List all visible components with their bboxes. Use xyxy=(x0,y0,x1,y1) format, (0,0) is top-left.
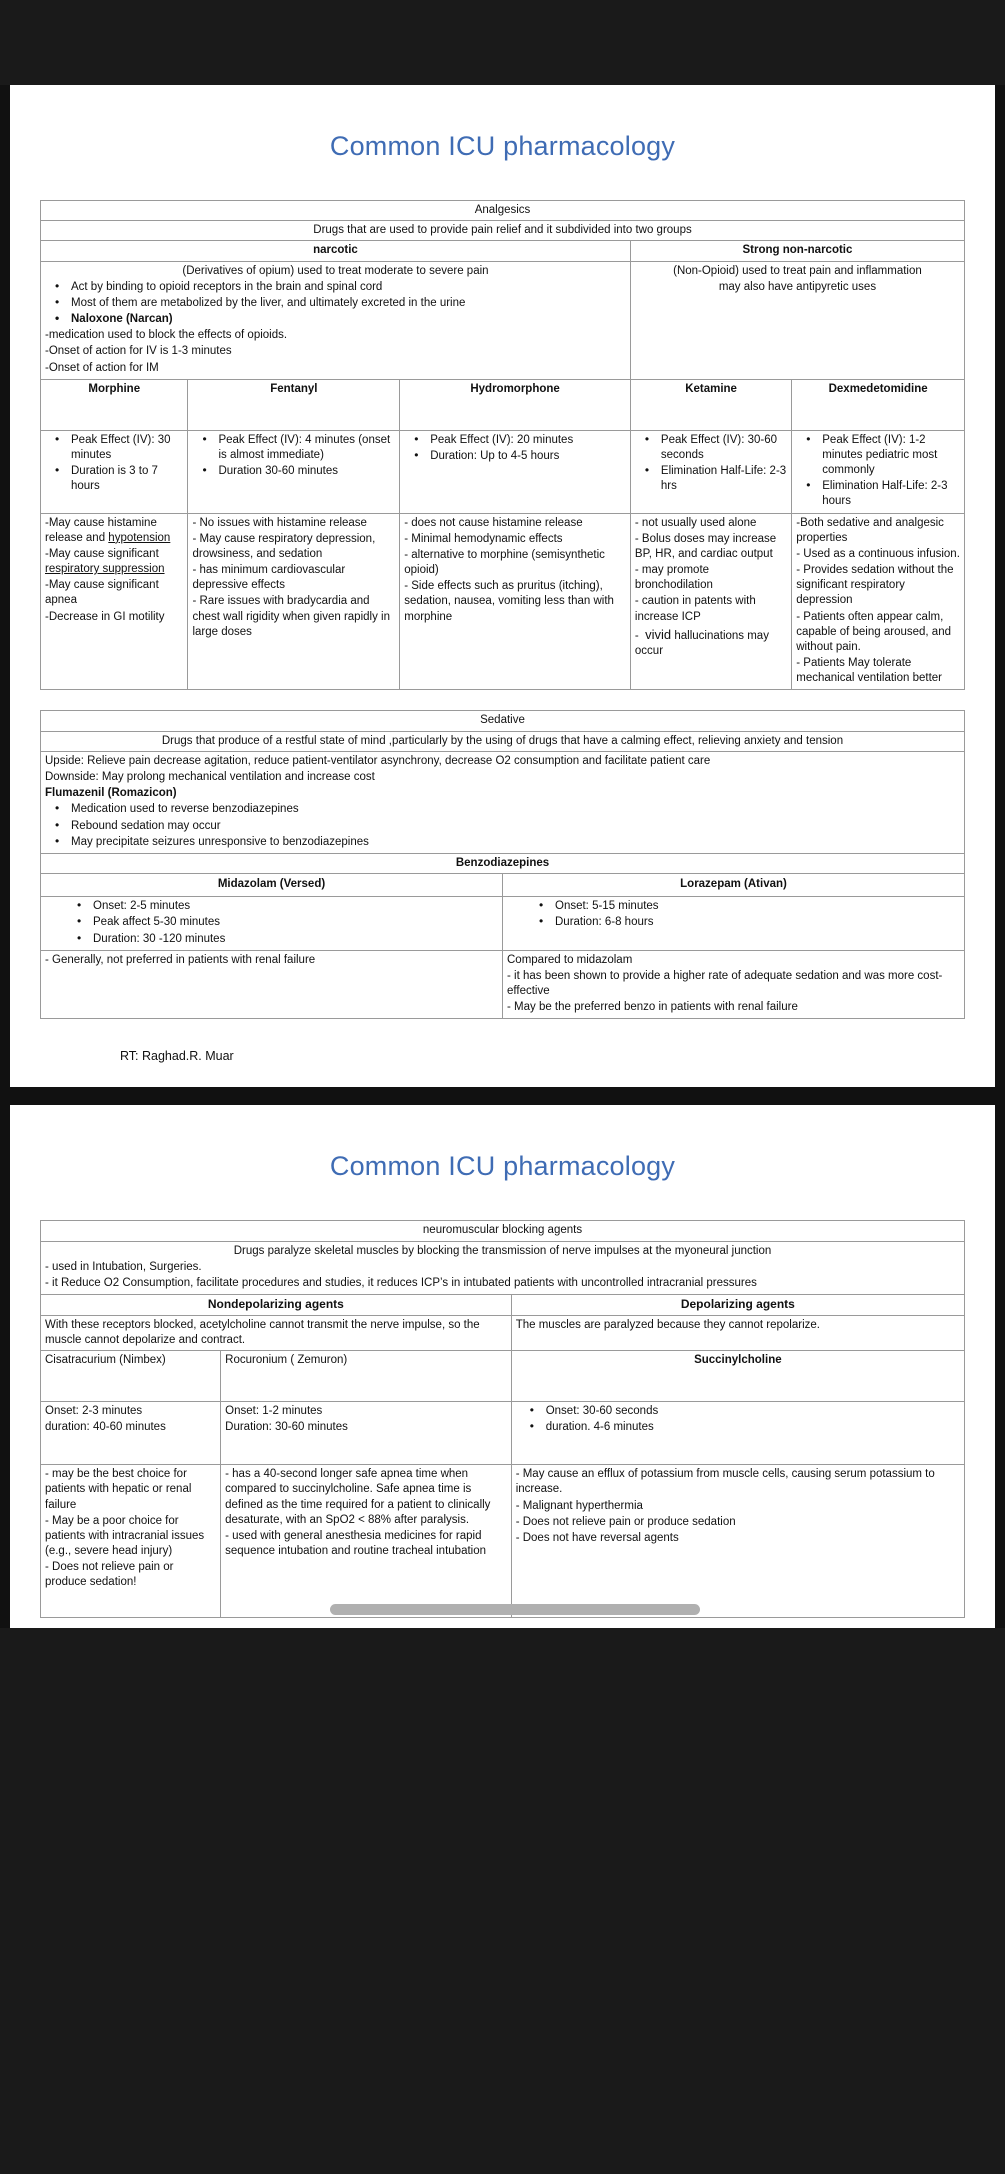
table-row xyxy=(41,379,965,430)
table-row xyxy=(41,1315,965,1350)
note-line: -Decrease in GI motility xyxy=(45,610,165,623)
pk-cell-rocuronium xyxy=(221,1402,512,1465)
analgesics-subtitle: Drugs that are used to provide pain relief and it subdivided into two groups xyxy=(41,221,965,241)
note-line: - May be a poor choice for patients with intracranial issues (e.g., severe head injury) xyxy=(45,1514,205,1558)
group-header-narcotic: narcotic xyxy=(41,241,631,261)
note-line: - Malignant hyperthermia xyxy=(515,1499,643,1512)
list-item: • Peak Effect (IV): 20 minutes xyxy=(428,433,626,448)
emphasis-respiratory-suppression: respiratory suppression xyxy=(45,563,165,576)
note-line: - has a 40-second longer safe apnea time when compared to succinylcholine. Safe apnea time is defined as the time required for a patient to clinically desaturate, with an SpO2 < 88% after paralysis. xyxy=(225,1468,491,1526)
pk-cell-dexmedetomidine xyxy=(792,430,965,513)
notes-cell-ketamine xyxy=(630,513,791,690)
list-item: • Elimination Half-Life: 2-3 hours xyxy=(820,479,960,509)
notes-cell-dexmedetomidine xyxy=(792,513,965,690)
nmba-subtitle-cell xyxy=(41,1241,965,1295)
pk-cell-cisatracurium xyxy=(41,1402,221,1465)
note-line: - Minimal hemodynamic effects xyxy=(404,532,563,545)
list-item: • Most of them are metabolized by the liver, and ultimately excreted in the urine xyxy=(69,296,626,311)
list-item: • Duration: Up to 4-5 hours xyxy=(428,449,626,464)
list-item: • Act by binding to opioid receptors in the brain and spinal cord xyxy=(69,280,626,295)
notes-cell-morphine xyxy=(41,513,188,690)
notes-cell-fentanyl xyxy=(188,513,400,690)
analgesics-table xyxy=(40,200,965,690)
group-header-depolarizing: Depolarizing agents xyxy=(511,1295,964,1316)
table-row xyxy=(41,751,965,853)
table-row xyxy=(41,1402,965,1465)
note-line: -May cause significant respiratory suppression xyxy=(45,547,165,576)
list-item: • May precipitate seizures unresponsive to benzodiazepines xyxy=(69,835,960,850)
pk-list xyxy=(192,433,395,480)
nmba-subtitle-line: - used in Intubation, Surgeries. xyxy=(45,1260,202,1273)
body-line-upside: Upside: Relieve pain decrease agitation, reduce patient-ventilator asynchrony, decrease O2 consumption and facilitate patient care xyxy=(45,754,711,767)
sedative-section-title: Sedative xyxy=(41,711,965,731)
notes-cell-lorazepam xyxy=(503,950,965,1019)
table-row xyxy=(41,261,965,379)
table-row xyxy=(41,1295,965,1316)
table-row xyxy=(41,1241,965,1295)
pk-list xyxy=(796,433,960,510)
sedative-table xyxy=(40,710,965,1019)
nmba-subtitle-line: - it Reduce O2 Consumption, facilitate procedures and studies, it reduces ICP’s in intubated patients with uncontrolled intracranial pressures xyxy=(45,1276,757,1289)
slide-title: Common ICU pharmacology xyxy=(329,131,676,161)
table-row xyxy=(41,874,965,897)
pk-line: Onset: 2-3 minutes xyxy=(45,1405,143,1418)
narcotic-bullet-list xyxy=(45,280,626,328)
pk-cell-fentanyl xyxy=(188,430,400,513)
drug-header-morphine: Morphine xyxy=(41,379,188,430)
nonnarcotic-line: may also have antipyretic uses xyxy=(718,280,877,293)
list-item: • Rebound sedation may occur xyxy=(69,819,960,834)
note-line: - Used as a continuous infusion. xyxy=(796,547,960,560)
pk-list xyxy=(516,1404,960,1435)
drug-header-midazolam: Midazolam (Versed) xyxy=(41,874,503,897)
table-row xyxy=(41,221,965,241)
reversal-bullet-list xyxy=(45,802,960,850)
group-header-nondepolarizing: Nondepolarizing agents xyxy=(41,1295,512,1316)
pk-cell-hydromorphone xyxy=(400,430,631,513)
note-line: - Does not relieve pain or produce sedation xyxy=(515,1515,736,1528)
table-row xyxy=(41,201,965,221)
table-row xyxy=(41,430,965,513)
notes-cell-cisatracurium xyxy=(41,1465,221,1618)
horizontal-scrollbar[interactable] xyxy=(330,1604,700,1615)
notes-cell-hydromorphone xyxy=(400,513,631,690)
group-header-nonnarcotic: Strong non-narcotic xyxy=(630,241,964,261)
drug-header-succinylcholine: Succinylcholine xyxy=(511,1351,964,1402)
notes-cell-midazolam xyxy=(41,950,503,1019)
note-line: - may be the best choice for patients with hepatic or renal failure xyxy=(45,1468,192,1511)
note-line: - Provides sedation without the significant respiratory depression xyxy=(796,564,954,607)
drug-header-ketamine: Ketamine xyxy=(630,379,791,430)
note-line: - May be the preferred benzo in patients with renal failure xyxy=(507,1001,798,1014)
list-item: • Onset: 2-5 minutes xyxy=(91,899,498,914)
note-line: - caution in patents with increase ICP xyxy=(634,595,756,623)
drug-header-fentanyl: Fentanyl xyxy=(188,379,400,430)
reversal-agent-title: Flumazenil (Romazicon) xyxy=(45,787,177,800)
pk-cell-succinylcholine xyxy=(511,1402,964,1465)
group-desc-depolarizing: The muscles are paralyzed because they cannot repolarize. xyxy=(511,1315,964,1350)
slide-1 xyxy=(10,85,995,1087)
narcotic-description-cell xyxy=(41,261,631,379)
list-item: • Peak Effect (IV): 30 minutes xyxy=(69,433,183,463)
emphasis-hypotension: hypotension xyxy=(108,531,171,544)
note-line: - it has been shown to provide a higher rate of adequate sedation and was more cost-effective xyxy=(507,969,943,998)
table-row xyxy=(41,950,965,1019)
pk-line: Onset: 1-2 minutes xyxy=(225,1405,323,1418)
sedative-subtitle: Drugs that produce of a restful state of mind ,particularly by the using of drugs that have a calming effect, relieving anxiety and tension xyxy=(41,731,965,751)
pk-list xyxy=(507,899,960,930)
note-line: - alternative to morphine (semisynthetic opioid) xyxy=(404,548,605,577)
table-row xyxy=(41,1465,965,1618)
narcotic-line: -Onset of action for IV is 1-3 minutes xyxy=(45,345,232,358)
note-line: - has minimum cardiovascular depressive effects xyxy=(192,564,346,592)
note-line: -May cause histamine release and hypotension xyxy=(45,516,171,544)
note-line: - Generally, not preferred in patients with renal failure xyxy=(45,953,316,966)
pk-line: Duration: 30-60 minutes xyxy=(225,1421,348,1434)
pk-list xyxy=(404,433,626,464)
note-line: - Bolus doses may increase BP, HR, and cardiac output xyxy=(634,532,777,560)
pk-list xyxy=(45,433,183,495)
notes-cell-rocuronium xyxy=(221,1465,512,1618)
list-item: • Naloxone (Narcan) xyxy=(69,312,626,327)
note-line: - Patients May tolerate mechanical ventilation better xyxy=(796,657,942,685)
drug-header-rocuronium: Rocuronium ( Zemuron) xyxy=(221,1351,512,1402)
note-line: - Rare issues with bradycardia and chest wall rigidity when given rapidly in large doses xyxy=(192,595,390,638)
list-item: • Onset: 30-60 seconds xyxy=(544,1404,960,1419)
table-row xyxy=(41,711,965,731)
pk-line: duration: 40-60 minutes xyxy=(45,1421,166,1434)
list-item: • Duration is 3 to 7 hours xyxy=(69,464,183,494)
list-item: • Duration: 6-8 hours xyxy=(553,915,960,930)
drug-header-hydromorphone: Hydromorphone xyxy=(400,379,631,430)
body-line-downside: Downside: May prolong mechanical ventilation and increase cost xyxy=(45,770,375,783)
notes-cell-succinylcholine xyxy=(511,1465,964,1618)
table-row xyxy=(41,731,965,751)
slide-2 xyxy=(10,1105,995,1628)
pk-list xyxy=(635,433,787,495)
narcotic-line: -medication used to block the effects of opioids. xyxy=(45,329,288,342)
table-row xyxy=(41,513,965,690)
note-line: - Side effects such as pruritus (itching), sedation, nausea, vomiting less than with morphine xyxy=(404,580,614,623)
class-header-benzodiazepines: Benzodiazepines xyxy=(41,853,965,873)
analgesics-section-title: Analgesics xyxy=(41,201,965,221)
slide-title: Common ICU pharmacology xyxy=(329,1151,676,1182)
list-item: • Duration: 30 -120 minutes xyxy=(91,932,498,947)
table-row xyxy=(41,1221,965,1241)
list-item: • Peak Effect (IV): 30-60 seconds xyxy=(659,433,787,463)
nmba-subtitle-line: Drugs paralyze skeletal muscles by blocking the transmission of nerve impulses at the myoneural junction xyxy=(233,1244,772,1257)
note-line: - Does not have reversal agents xyxy=(515,1531,679,1544)
list-item: • Elimination Half-Life: 2-3 hrs xyxy=(659,464,787,494)
list-item: • Onset: 5-15 minutes xyxy=(553,899,960,914)
note-line: - Patients often appear calm, capable of being aroused, and without pain. xyxy=(796,610,951,653)
drug-header-dexmedetomidine: Dexmedetomidine xyxy=(792,379,965,430)
nmba-table xyxy=(40,1220,965,1618)
group-desc-nondepolarizing: With these receptors blocked, acetylcholine cannot transmit the nerve impulse, so the muscle cannot depolarize and contract. xyxy=(41,1315,512,1350)
sedative-body-cell xyxy=(41,751,965,853)
nmba-section-title: neuromuscular blocking agents xyxy=(41,1221,965,1241)
note-line: - does not cause histamine release xyxy=(404,516,583,529)
pk-cell-ketamine xyxy=(630,430,791,513)
table-row xyxy=(41,853,965,873)
pk-cell-lorazepam xyxy=(503,897,965,951)
pk-cell-morphine xyxy=(41,430,188,513)
note-line: -Both sedative and analgesic properties xyxy=(796,516,944,544)
note-line: Compared to midazolam xyxy=(507,953,633,966)
slide-viewer[interactable] xyxy=(0,85,1005,1628)
list-item: • Duration 30-60 minutes xyxy=(216,464,395,479)
list-item: • duration. 4-6 minutes xyxy=(544,1420,960,1435)
note-line: - May cause an efflux of potassium from muscle cells, causing serum potassium to increase. xyxy=(515,1468,935,1496)
nonnarcotic-line: (Non-Opioid) used to treat pain and inflammation xyxy=(673,264,922,277)
drug-header-lorazepam: Lorazepam (Ativan) xyxy=(503,874,965,897)
table-row xyxy=(41,897,965,951)
note-line: -May cause significant apnea xyxy=(45,579,159,607)
note-line: - may promote bronchodilation xyxy=(634,564,713,592)
list-item: • Peak Effect (IV): 1-2 minutes pediatric most commonly xyxy=(820,433,960,479)
note-line: - vivid hallucinations may occur xyxy=(634,626,769,657)
table-row xyxy=(41,1351,965,1402)
narcotic-intro: (Derivatives of opium) used to treat moderate to severe pain xyxy=(182,264,489,277)
list-item: • Peak affect 5-30 minutes xyxy=(91,915,498,930)
pk-cell-midazolam xyxy=(41,897,503,951)
emphasis-vivid: vivid xyxy=(645,626,672,642)
note-line: - May cause respiratory depression, drowsiness, and sedation xyxy=(192,532,376,560)
note-line: - used with general anesthesia medicines for rapid sequence intubation and routine tracheal intubation xyxy=(225,1529,487,1558)
table-row xyxy=(41,241,965,261)
author-credit: RT: Raghad.R. Muar xyxy=(120,1049,234,1064)
nonnarcotic-description-cell xyxy=(630,261,964,379)
slide-separator xyxy=(0,1087,1005,1105)
list-item: • Peak Effect (IV): 4 minutes (onset is almost immediate) xyxy=(216,433,395,463)
note-line: - No issues with histamine release xyxy=(192,516,367,529)
narcotic-line: -Onset of action for IM xyxy=(45,361,159,374)
list-item: • Medication used to reverse benzodiazepines xyxy=(69,802,960,817)
note-line: - Does not relieve pain or produce sedation! xyxy=(45,1561,174,1589)
drug-header-cisatracurium: Cisatracurium (Nimbex) xyxy=(41,1351,221,1402)
pk-list xyxy=(45,899,498,947)
note-line: - not usually used alone xyxy=(634,516,757,529)
